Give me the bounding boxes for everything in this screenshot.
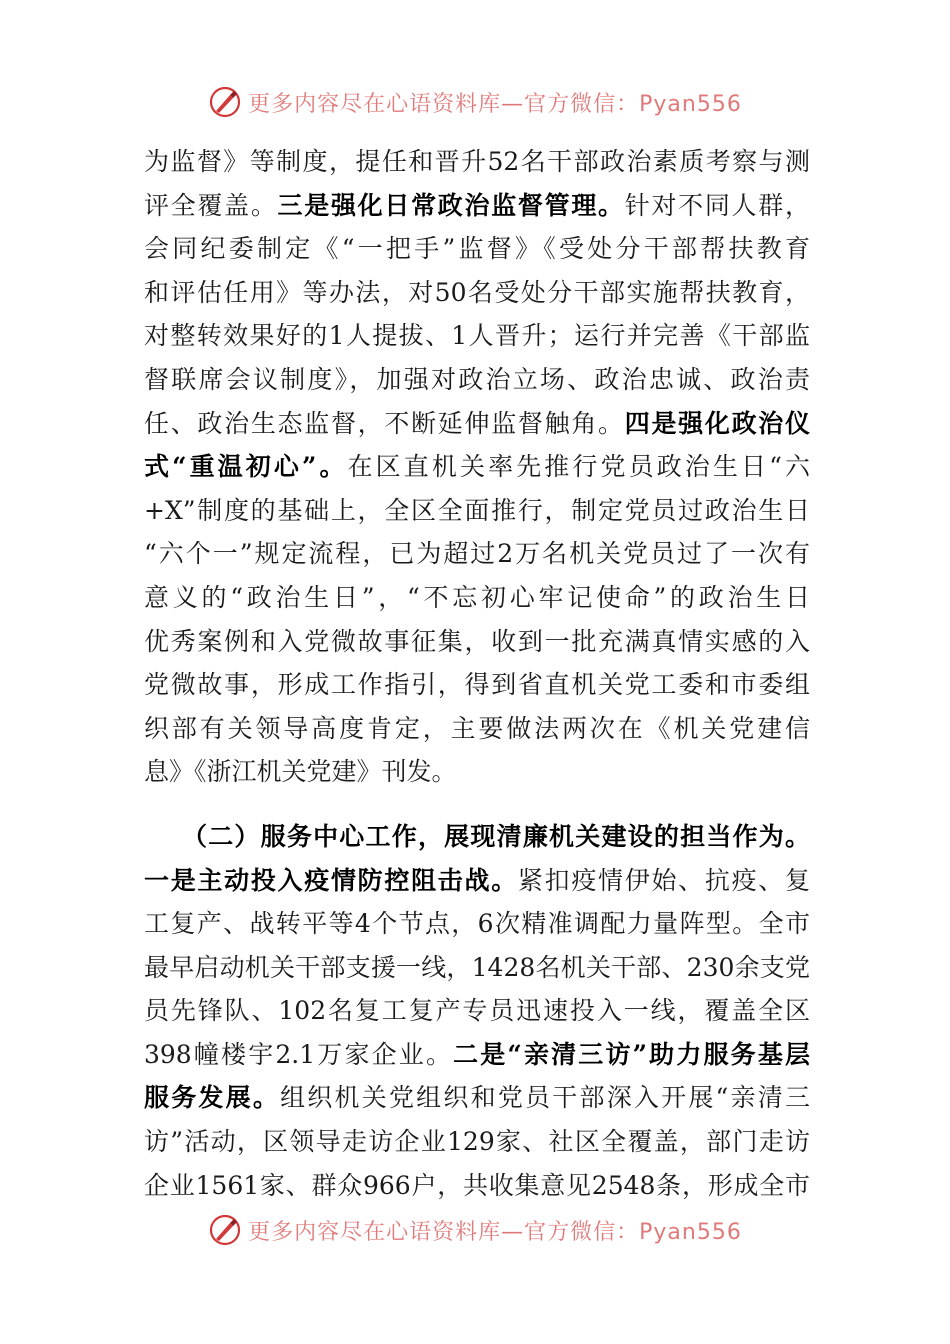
text-segment: 督联席会议制度》，加强对政治立场、政治忠诚、政治责 — [144, 364, 810, 394]
text-segment: 最早启动机关干部支援一线，1428名机关干部、230余支党 — [144, 952, 810, 982]
paragraph — [144, 815, 810, 1207]
text-line — [144, 750, 810, 794]
text-segment: 党微故事，形成工作指引，得到省直机关党工委和市委组 — [144, 670, 810, 700]
text-line — [144, 1076, 810, 1120]
text-line — [144, 445, 810, 489]
bold-text-segment: （二）服务中心工作，展现清廉机关建设的担当作为。 — [182, 821, 810, 851]
text-segment: 紧扣疫情伊始、抗疫、复 — [517, 865, 810, 895]
text-segment: 息》《浙江机关党建》刊发。 — [144, 757, 457, 787]
text-line — [144, 358, 810, 402]
bold-text-segment: 三是强化日常政治监督管理。 — [277, 190, 625, 220]
text-line — [144, 227, 810, 271]
paragraph — [144, 140, 810, 794]
text-line — [144, 1164, 810, 1208]
text-segment: 任、政治生态监督，不断延伸监督触角。 — [144, 408, 625, 438]
bold-text-segment: 一是主动投入疫情防控阻击战。 — [144, 865, 518, 895]
text-line — [144, 489, 810, 533]
text-line — [144, 902, 810, 946]
text-line — [144, 314, 810, 358]
bold-text-segment: 服务发展。 — [144, 1083, 281, 1113]
text-line — [144, 140, 810, 184]
watermark-banner-top — [0, 82, 950, 122]
text-segment: 访”活动，区领导走访企业129家、社区全覆盖，部门走访 — [144, 1127, 810, 1157]
text-segment: 员先锋队、102名复工复产专员迅速投入一线，覆盖全区 — [144, 996, 810, 1026]
text-line — [144, 620, 810, 664]
bold-text-segment: 式“重温初心”。 — [144, 452, 348, 482]
document-body — [144, 140, 810, 1207]
text-line — [144, 184, 810, 228]
text-line — [144, 1033, 810, 1077]
text-line — [144, 402, 810, 446]
text-segment: 398幢楼宇2.1万家企业。 — [144, 1039, 454, 1069]
pen-circle-logo-icon — [208, 85, 242, 119]
text-segment: 对整转效果好的1人提拔、1人晋升；运行并完善《干部监 — [144, 321, 810, 351]
text-line — [144, 859, 810, 903]
text-segment: 和评估任用》等办法，对50名受处分干部实施帮扶教育， — [144, 277, 810, 307]
text-segment: 在区直机关率先推行党员政治生日“六 — [347, 452, 810, 482]
text-segment: 优秀案例和入党微故事征集，收到一批充满真情实感的入 — [144, 626, 810, 656]
text-line — [144, 946, 810, 990]
text-segment: 针对不同人群， — [624, 190, 810, 220]
text-line — [144, 815, 810, 859]
text-segment: 工复产、战转平等4个节点，6次精准调配力量阵型。全市 — [144, 909, 810, 939]
watermark-text: 更多内容尽在心语资料库—官方微信：Pyan556 — [248, 1219, 742, 1245]
text-line — [144, 989, 810, 1033]
bold-text-segment: 四是强化政治仪 — [624, 408, 810, 438]
text-line — [144, 707, 810, 751]
text-segment: 会同纪委制定《“一把手”监督》《受处分干部帮扶教育 — [144, 234, 810, 264]
bold-text-segment: 二是“亲清三访”助力服务基层 — [453, 1039, 810, 1069]
text-segment: +X”制度的基础上，全区全面推行，制定党员过政治生日 — [144, 495, 810, 525]
watermark-text: 更多内容尽在心语资料库—官方微信：Pyan556 — [248, 91, 742, 117]
text-segment: 组织机关党组织和党员干部深入开展“亲清三 — [280, 1083, 810, 1113]
paragraph-gap — [144, 794, 810, 815]
text-segment: 为监督》等制度，提任和晋升52名干部政治素质考察与测 — [144, 147, 810, 176]
pen-circle-logo-icon — [208, 1213, 242, 1247]
text-segment: 意义的“政治生日”，“不忘初心牢记使命”的政治生日 — [144, 582, 810, 612]
text-segment: “六个一”规定流程，已为超过2万名机关党员过了一次有 — [144, 539, 810, 569]
text-segment: 织部有关领导高度肯定，主要做法两次在《机关党建信 — [144, 713, 810, 743]
text-segment: 评全覆盖。 — [144, 190, 278, 220]
text-segment: 企业1561家、群众966户，共收集意见2548条，形成全市 — [144, 1170, 810, 1200]
text-line — [144, 576, 810, 620]
text-line — [144, 532, 810, 576]
text-line — [144, 271, 810, 315]
text-line — [144, 1120, 810, 1164]
text-line — [144, 663, 810, 707]
watermark-banner-bottom — [0, 1210, 950, 1250]
